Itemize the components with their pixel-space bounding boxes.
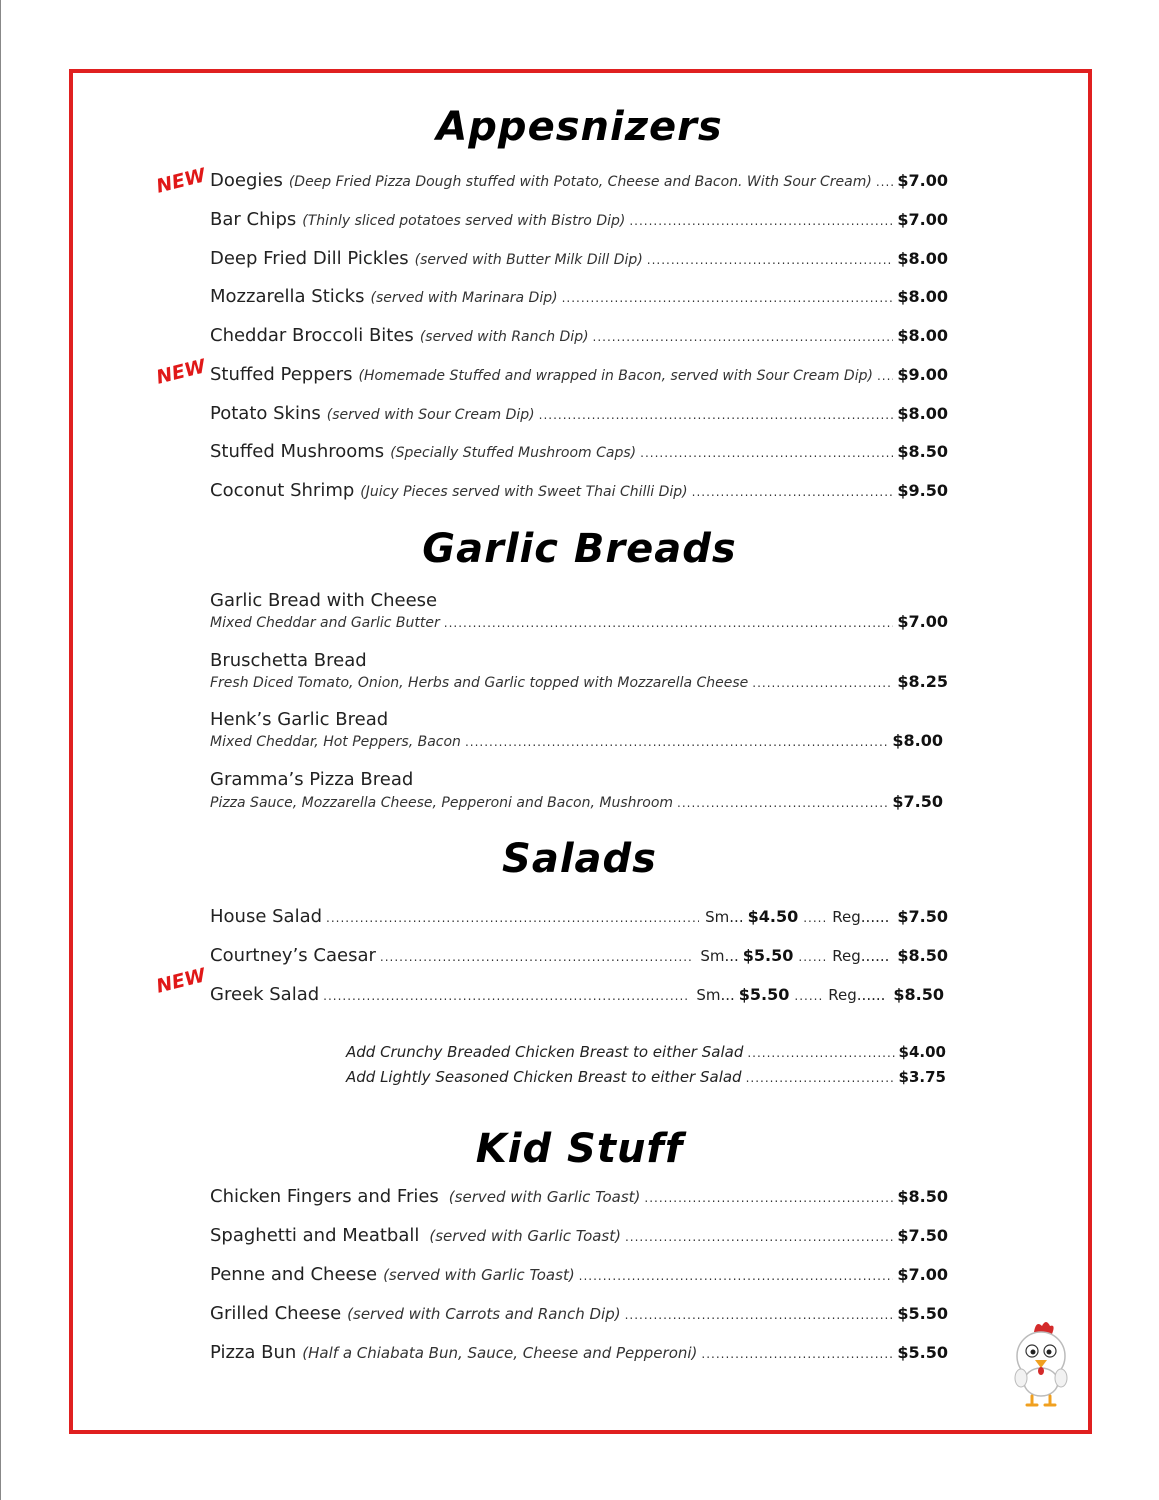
addon-price: $3.75 xyxy=(898,1068,946,1086)
menu-item xyxy=(210,441,948,467)
item-description: (Juicy Pieces served with Sweet Thai Chilli Dip) xyxy=(360,484,688,500)
item-name: Penne and Cheese xyxy=(210,1264,378,1285)
item-name: Gramma’s Pizza Bread xyxy=(210,769,414,790)
menu-item xyxy=(210,1186,948,1212)
item-name: Garlic Bread with Cheese xyxy=(210,590,438,611)
leader-dots xyxy=(629,214,893,228)
menu-item xyxy=(210,672,948,698)
item-description: (served with Butter Milk Dill Dip) xyxy=(414,252,643,268)
small-size-label: Sm... xyxy=(700,947,739,965)
menu-item xyxy=(210,1264,948,1290)
item-description: (served with Garlic Toast) xyxy=(448,1188,641,1206)
item-price: $8.00 xyxy=(897,326,948,345)
item-name: Coconut Shrimp xyxy=(210,480,355,501)
item-price: $7.50 xyxy=(897,1226,948,1245)
item-name: Potato Skins xyxy=(210,403,321,424)
item-name: Stuffed Peppers xyxy=(210,364,353,385)
item-description: (Thinly sliced potatoes served with Bistro Dip) xyxy=(302,213,626,229)
leader-dots xyxy=(562,291,894,305)
leader-dots xyxy=(465,735,888,749)
regular-size-label: Reg...... xyxy=(832,908,890,926)
menu-item xyxy=(210,1303,948,1329)
leader-dots xyxy=(625,1230,893,1244)
addon-description: Add Crunchy Breaded Chicken Breast to either Salad xyxy=(346,1043,744,1061)
menu-item xyxy=(210,612,948,638)
chicken-mascot-icon xyxy=(1010,1318,1072,1408)
item-description: (served with Carrots and Ranch Dip) xyxy=(347,1305,621,1323)
leader-dots xyxy=(640,446,893,460)
salad-item xyxy=(210,945,948,971)
page-edge-line xyxy=(0,0,1,1500)
leader-dots xyxy=(876,175,894,189)
salad-addon xyxy=(346,1043,946,1067)
item-description: (Deep Fried Pizza Dough stuffed with Potato, Cheese and Bacon. With Sour Cream) xyxy=(288,174,872,190)
item-name: Deep Fried Dill Pickles xyxy=(210,248,409,269)
item-price: $7.00 xyxy=(897,171,948,190)
leader-dots xyxy=(692,485,894,499)
item-name: Doegies xyxy=(210,170,283,191)
item-price: $8.50 xyxy=(897,1187,948,1206)
leader-dots: ...... xyxy=(798,950,828,964)
item-name: Bruschetta Bread xyxy=(210,650,367,671)
menu-item xyxy=(210,403,948,429)
item-price: $9.50 xyxy=(897,481,948,500)
small-price: $4.50 xyxy=(747,907,799,926)
item-price: $8.00 xyxy=(897,404,948,423)
regular-price: $8.50 xyxy=(897,946,948,965)
item-description: (served with Garlic Toast) xyxy=(429,1227,621,1245)
leader-dots xyxy=(746,1071,895,1085)
item-price: $7.00 xyxy=(897,612,948,631)
menu-item xyxy=(210,248,948,274)
garlic-breads-heading: Garlic Breads xyxy=(422,526,737,572)
small-size-label: Sm... xyxy=(696,986,735,1004)
leader-dots xyxy=(593,330,894,344)
item-description: Fresh Diced Tomato, Onion, Herbs and Garlic topped with Mozzarella Cheese xyxy=(210,675,749,691)
item-price: $7.00 xyxy=(897,210,948,229)
leader-dots xyxy=(747,1046,894,1060)
item-name: Grilled Cheese xyxy=(210,1303,342,1324)
menu-item xyxy=(210,731,943,757)
item-name: Bar Chips xyxy=(210,209,297,230)
menu-item xyxy=(210,480,948,506)
item-description: (Specially Stuffed Mushroom Caps) xyxy=(390,445,637,461)
item-price: $5.50 xyxy=(897,1304,948,1323)
salad-item xyxy=(210,984,944,1010)
menu-item xyxy=(210,364,948,390)
item-price: $8.00 xyxy=(897,249,948,268)
menu-item xyxy=(210,1342,948,1368)
leader-dots xyxy=(326,911,699,925)
small-size-label: Sm... xyxy=(705,908,744,926)
item-description: Mixed Cheddar, Hot Peppers, Bacon xyxy=(210,734,461,750)
salad-item xyxy=(210,906,948,932)
menu-item xyxy=(210,792,943,818)
item-description: Mixed Cheddar and Garlic Butter xyxy=(210,615,440,631)
item-price: $8.25 xyxy=(897,672,948,691)
leader-dots xyxy=(877,369,893,383)
item-name: Stuffed Mushrooms xyxy=(210,441,385,462)
leader-dots xyxy=(677,796,888,810)
appetizers-heading: Appesnizers xyxy=(436,104,723,150)
leader-dots xyxy=(579,1269,894,1283)
kid-stuff-heading: Kid Stuff xyxy=(475,1126,684,1172)
item-name: Courtney’s Caesar xyxy=(210,945,376,966)
leader-dots xyxy=(644,1191,893,1205)
item-description: Pizza Sauce, Mozzarella Cheese, Pepperoni and Bacon, Mushroom xyxy=(210,795,674,811)
item-price: $7.50 xyxy=(892,792,943,811)
leader-dots: ...... xyxy=(794,989,824,1003)
addon-description: Add Lightly Seasoned Chicken Breast to either Salad xyxy=(346,1068,742,1086)
regular-price: $7.50 xyxy=(897,907,948,926)
menu-item xyxy=(210,325,948,351)
menu-item xyxy=(210,286,948,312)
new-badge-stuffed-peppers: NEW xyxy=(154,355,208,389)
item-price: $5.50 xyxy=(897,1343,948,1362)
menu-item xyxy=(210,170,948,196)
item-name: Henk’s Garlic Bread xyxy=(210,709,389,730)
leader-dots xyxy=(625,1308,894,1322)
item-description: (served with Marinara Dip) xyxy=(370,290,558,306)
salads-heading: Salads xyxy=(502,836,657,882)
leader-dots xyxy=(380,950,694,964)
item-name: Greek Salad xyxy=(210,984,320,1005)
new-badge-greek-salad: NEW xyxy=(154,964,208,998)
menu-item xyxy=(210,209,948,235)
item-description: (served with Ranch Dip) xyxy=(419,329,589,345)
regular-size-label: Reg...... xyxy=(828,986,886,1004)
item-price: $8.50 xyxy=(897,442,948,461)
leader-dots xyxy=(539,408,894,422)
item-name: Mozzarella Sticks xyxy=(210,286,365,307)
item-name: Chicken Fingers and Fries xyxy=(210,1186,439,1207)
leader-dots: ..... xyxy=(803,911,828,925)
item-name: Pizza Bun xyxy=(210,1342,297,1363)
item-price: $7.00 xyxy=(897,1265,948,1284)
item-name: Cheddar Broccoli Bites xyxy=(210,325,414,346)
item-description: (served with Sour Cream Dip) xyxy=(326,407,535,423)
item-price: $9.00 xyxy=(897,365,948,384)
item-description: (Homemade Stuffed and wrapped in Bacon, served with Sour Cream Dip) xyxy=(358,368,873,384)
regular-size-label: Reg...... xyxy=(832,947,890,965)
leader-dots xyxy=(752,676,893,690)
salad-addon xyxy=(346,1068,946,1092)
new-badge-doegies: NEW xyxy=(154,164,208,198)
item-description: (served with Garlic Toast) xyxy=(383,1266,575,1284)
item-price: $8.00 xyxy=(892,731,943,750)
leader-dots xyxy=(701,1347,893,1361)
leader-dots xyxy=(647,253,894,267)
menu-item xyxy=(210,1225,948,1251)
leader-dots xyxy=(323,989,690,1003)
item-name: House Salad xyxy=(210,906,323,927)
item-name: Spaghetti and Meatball xyxy=(210,1225,420,1246)
small-price: $5.50 xyxy=(742,946,794,965)
item-description: (Half a Chiabata Bun, Sauce, Cheese and Pepperoni) xyxy=(302,1344,698,1362)
addon-price: $4.00 xyxy=(898,1043,946,1061)
small-price: $5.50 xyxy=(738,985,790,1004)
item-price: $8.00 xyxy=(897,287,948,306)
leader-dots xyxy=(444,616,894,630)
regular-price: $8.50 xyxy=(893,985,944,1004)
